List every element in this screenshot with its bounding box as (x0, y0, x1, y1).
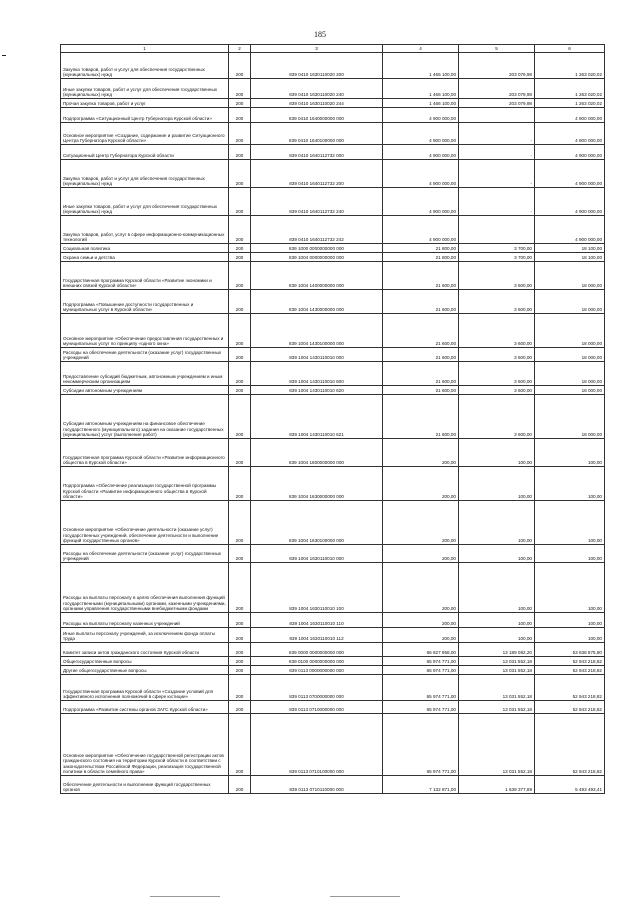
row-value-col4: 200,00 (383, 467, 459, 501)
row-value-col5: - (459, 188, 535, 216)
row-code: 839 1004 1430110010 620 (251, 386, 383, 395)
row-name: Расходы на обеспечение деятельности (оказание услуг) государственных учреждений (61, 545, 229, 563)
row-value-col5: - (459, 145, 535, 160)
row-value-col4: 21 600,00 (383, 348, 459, 362)
footer-rule-left (150, 896, 220, 897)
table-row (61, 290, 605, 314)
row-value-col5: 1 639 377,89 (459, 776, 535, 794)
row-value-col4: 21 800,00 (383, 253, 459, 262)
row-value-col6: 18 000,00 (535, 348, 605, 362)
row-value-col5: 3 600,00 (459, 395, 535, 439)
row-code: 839 0410 1640100000 000 (251, 123, 383, 145)
row-grbs: 200 (229, 467, 251, 501)
row-code: 839 0000 0000000000 000 (251, 643, 383, 657)
table-row (61, 395, 605, 439)
table-row (61, 643, 605, 657)
row-value-col5: 13 031 552,18 (459, 666, 535, 675)
row-value-col4: 4 900 000,00 (383, 108, 459, 123)
header-cell-4: 4 (383, 45, 459, 53)
row-code: 839 1004 1630110010 100 (251, 563, 383, 613)
row-name: Комитет записи актов гражданского состояния Курской области (61, 643, 229, 657)
row-name: Закупка товаров, работ, услуг в сфере информационно-коммуникационных технологий (61, 216, 229, 244)
row-value-col5: 3 600,00 (459, 314, 535, 348)
row-name: Расходы на выплаты персоналу в целях обеспечения выполнения функций государственными (муниципальными) органами, казенными учреждениями, органами управления государственными внебюджетными фондами (61, 563, 229, 613)
footer-rule-right (330, 896, 400, 897)
row-name: Подпрограмма «Обеспечение реализации государственной программы Курской области «Развитие информационного общества в Курской области» (61, 467, 229, 501)
table-row (61, 439, 605, 467)
row-value-col6: 52 943 218,82 (535, 714, 605, 776)
row-name: Подпрограмма «Ситуационный Центр Губернатора Курской области» (61, 108, 229, 123)
row-value-col6: 1 263 020,02 (535, 99, 605, 108)
row-code: 839 1004 1630110010 000 (251, 545, 383, 563)
row-value-col6: 100,00 (535, 467, 605, 501)
row-value-col6: 18 000,00 (535, 262, 605, 290)
header-cell-2: 2 (229, 45, 251, 53)
row-value-col4: 1 466 100,00 (383, 99, 459, 108)
row-grbs: 200 (229, 666, 251, 675)
row-value-col5: 13 031 552,18 (459, 714, 535, 776)
row-value-col5: 3 600,00 (459, 348, 535, 362)
row-value-col6: 4 900 000,00 (535, 123, 605, 145)
row-code: 839 0410 1640000000 000 (251, 108, 383, 123)
row-code: 839 0113 0710100000 000 (251, 714, 383, 776)
row-name: Прочая закупка товаров, работ и услуг (61, 99, 229, 108)
row-grbs: 200 (229, 675, 251, 701)
row-grbs: 200 (229, 701, 251, 714)
row-value-col5: 100,00 (459, 545, 535, 563)
row-value-col4: 200,00 (383, 545, 459, 563)
row-value-col6: 52 943 218,82 (535, 657, 605, 666)
row-code: 839 0410 1630110020 244 (251, 99, 383, 108)
row-value-col6: 1 263 020,02 (535, 79, 605, 99)
row-code: 839 0100 0000000000 000 (251, 657, 383, 666)
row-value-col4: 65 974 771,00 (383, 666, 459, 675)
row-grbs: 200 (229, 160, 251, 188)
row-code: 839 0113 0710110000 000 (251, 776, 383, 794)
row-value-col4: 65 974 771,00 (383, 657, 459, 666)
row-grbs: 200 (229, 244, 251, 253)
budget-table (60, 44, 605, 794)
row-value-col4: 21 600,00 (383, 395, 459, 439)
row-name: Государственная программа Курской области «Развитие информационного общества в Курской области» (61, 439, 229, 467)
margin-mark (2, 55, 6, 56)
header-row (61, 45, 605, 53)
row-value-col4: 4 900 000,00 (383, 160, 459, 188)
row-value-col5: 100,00 (459, 628, 535, 643)
row-grbs: 200 (229, 145, 251, 160)
table-row (61, 188, 605, 216)
table-row (61, 79, 605, 99)
row-code: 839 0113 0710000000 000 (251, 701, 383, 714)
row-code: 839 0410 1640112732 200 (251, 160, 383, 188)
row-name: Обеспечение деятельности и выполнение функций государственных органов (61, 776, 229, 794)
row-value-col4: 21 800,00 (383, 244, 459, 253)
row-name: Субсидии автономным учреждениям на финансовое обеспечение государственного (муниципального) задания на оказание государственных (муниципальных) услуг (выполнение работ) (61, 395, 229, 439)
table-row (61, 666, 605, 675)
table-row (61, 160, 605, 188)
row-value-col5: 203 079,98 (459, 99, 535, 108)
row-value-col4: 65 974 771,00 (383, 701, 459, 714)
row-grbs: 200 (229, 439, 251, 467)
row-value-col4: 200,00 (383, 439, 459, 467)
row-code: 839 0410 1630110020 200 (251, 53, 383, 79)
header-cell-5: 5 (459, 45, 535, 53)
row-name: Иные выплаты персоналу учреждений, за исключением фонда оплаты труда (61, 628, 229, 643)
row-value-col5: 3 600,00 (459, 262, 535, 290)
row-code: 839 1004 0000000000 000 (251, 253, 383, 262)
row-value-col5: 100,00 (459, 563, 535, 613)
row-value-col4: 7 132 871,00 (383, 776, 459, 794)
row-value-col4: 4 900 000,00 (383, 145, 459, 160)
row-value-col6: 100,00 (535, 628, 605, 643)
row-value-col6: 1 263 020,02 (535, 53, 605, 79)
row-grbs: 200 (229, 386, 251, 395)
row-value-col4: 66 827 958,00 (383, 643, 459, 657)
row-code: 839 1004 1630110010 112 (251, 628, 383, 643)
row-value-col5: 203 079,98 (459, 79, 535, 99)
row-value-col4: 4 900 000,00 (383, 123, 459, 145)
row-value-col6: 52 943 218,82 (535, 675, 605, 701)
header-cell-3: 3 (251, 45, 383, 53)
row-name: Общегосударственные вопросы (61, 657, 229, 666)
row-value-col4: 200,00 (383, 613, 459, 628)
header-cell-1: 1 (61, 45, 229, 53)
table-body (61, 53, 605, 794)
row-value-col4: 200,00 (383, 563, 459, 613)
row-code: 839 0410 1640112732 242 (251, 216, 383, 244)
row-value-col4: 21 600,00 (383, 314, 459, 348)
row-grbs: 200 (229, 123, 251, 145)
row-name: Основное мероприятие «Обеспечение предоставления государственных и муниципальных услуг по принципу «одного окна» (61, 314, 229, 348)
row-name: Подпрограмма «Развитие системы органов ЗАГС Курской области» (61, 701, 229, 714)
row-grbs: 200 (229, 216, 251, 244)
table-row (61, 701, 605, 714)
row-value-col5: - (459, 160, 535, 188)
table-row (61, 628, 605, 643)
row-name: Государственная программа Курской области «Развитие экономики и внешних связей Курской области» (61, 262, 229, 290)
row-value-col6: 52 943 218,82 (535, 701, 605, 714)
row-code: 839 1004 1400000000 000 (251, 262, 383, 290)
row-name: Подпрограмма «Повышение доступности государственных и муниципальных услуг в Курской области» (61, 290, 229, 314)
row-name: Закупка товаров, работ и услуг для обеспечения государственных (муниципальных) нужд (61, 160, 229, 188)
row-value-col5 (459, 216, 535, 244)
row-code: 839 1004 1430110010 000 (251, 348, 383, 362)
row-value-col4: 200,00 (383, 628, 459, 643)
header-cell-6: 6 (535, 45, 605, 53)
row-value-col6: 100,00 (535, 545, 605, 563)
row-code: 839 1004 1430110010 621 (251, 395, 383, 439)
row-value-col6: 100,00 (535, 613, 605, 628)
row-value-col4: 1 466 100,00 (383, 79, 459, 99)
row-code: 839 0113 0700000000 000 (251, 675, 383, 701)
row-value-col6: 18 000,00 (535, 386, 605, 395)
row-value-col4: 21 600,00 (383, 262, 459, 290)
row-value-col6: 100,00 (535, 439, 605, 467)
row-value-col6: 5 493 493,41 (535, 776, 605, 794)
row-value-col6: 18 000,00 (535, 362, 605, 386)
row-grbs: 200 (229, 108, 251, 123)
row-value-col6: 100,00 (535, 501, 605, 545)
row-value-col4: 65 974 771,00 (383, 675, 459, 701)
row-grbs: 200 (229, 348, 251, 362)
row-grbs: 200 (229, 628, 251, 643)
table-row (61, 123, 605, 145)
row-value-col6: 18 000,00 (535, 290, 605, 314)
table-row (61, 348, 605, 362)
row-value-col6: 18 100,00 (535, 244, 605, 253)
table-row (61, 657, 605, 666)
row-name: Социальная политика (61, 244, 229, 253)
table-row (61, 675, 605, 701)
row-value-col4: 21 600,00 (383, 362, 459, 386)
table-row (61, 253, 605, 262)
row-grbs: 200 (229, 188, 251, 216)
table-row (61, 545, 605, 563)
table-row (61, 362, 605, 386)
row-value-col4: 4 900 000,00 (383, 216, 459, 244)
row-code: 839 1004 1600000000 000 (251, 439, 383, 467)
row-grbs: 200 (229, 395, 251, 439)
row-grbs: 200 (229, 262, 251, 290)
table-row (61, 99, 605, 108)
row-name: Ситуационный Центр Губернатора Курской области (61, 145, 229, 160)
row-name: Основное мероприятие «Обеспечение государственной регистрации актов гражданского состояния на территории Курской области в соответствии с законодательством Российской Федерации, реализация государственной политики в области семейного права» (61, 714, 229, 776)
row-code: 839 0410 1640112732 240 (251, 188, 383, 216)
row-name: Охрана семьи и детства (61, 253, 229, 262)
row-value-col6: 53 638 875,80 (535, 643, 605, 657)
row-value-col5: 100,00 (459, 439, 535, 467)
row-name: Расходы на выплаты персоналу казенных учреждений (61, 613, 229, 628)
row-code: 839 0410 1640112732 000 (251, 145, 383, 160)
row-value-col6: 4 900 000,00 (535, 108, 605, 123)
row-value-col5: - (459, 123, 535, 145)
row-code: 839 0410 1630110020 240 (251, 79, 383, 99)
row-value-col4: 21 600,00 (383, 386, 459, 395)
table-row (61, 386, 605, 395)
page-number: 185 (314, 30, 326, 39)
row-value-col4: 21 600,00 (383, 290, 459, 314)
row-code: 839 1004 1630000000 000 (251, 467, 383, 501)
row-code: 839 1004 1630110010 110 (251, 613, 383, 628)
table-row (61, 501, 605, 545)
row-value-col5: 203 079,98 (459, 53, 535, 79)
row-grbs: 200 (229, 501, 251, 545)
table-row (61, 776, 605, 794)
row-value-col6: 4 900 000,00 (535, 160, 605, 188)
table-row (61, 714, 605, 776)
row-name: Расходы на обеспечение деятельности (оказание услуг) государственных учреждений (61, 348, 229, 362)
table-row (61, 613, 605, 628)
row-value-col5: 3 600,00 (459, 290, 535, 314)
row-code: 839 1004 1430000000 000 (251, 290, 383, 314)
row-value-col6: 100,00 (535, 563, 605, 613)
row-value-col5: 100,00 (459, 501, 535, 545)
row-name: Иные закупки товаров, работ и услуг для обеспечения государственных (муниципальных) нужд (61, 188, 229, 216)
row-grbs: 200 (229, 99, 251, 108)
row-value-col4: 1 466 100,00 (383, 53, 459, 79)
row-grbs: 200 (229, 643, 251, 657)
row-value-col5: 100,00 (459, 613, 535, 628)
table-row (61, 244, 605, 253)
row-value-col6: 18 000,00 (535, 395, 605, 439)
table-row (61, 53, 605, 79)
row-value-col4: 200,00 (383, 501, 459, 545)
row-name: Государственная программа Курской области «Создание условий для эффективного исполнения полномочий в сфере юстиции» (61, 675, 229, 701)
table-row (61, 145, 605, 160)
row-value-col5: 13 031 552,18 (459, 675, 535, 701)
row-grbs: 200 (229, 253, 251, 262)
row-grbs: 200 (229, 657, 251, 666)
row-name: Основное мероприятие «Создание, содержание и развитие Ситуационного Центра Губернатора Курской области» (61, 123, 229, 145)
row-grbs: 200 (229, 714, 251, 776)
row-value-col6: 4 900 000,00 (535, 145, 605, 160)
row-value-col6: 4 900 000,00 (535, 188, 605, 216)
row-value-col4: 65 974 771,00 (383, 714, 459, 776)
table-row (61, 216, 605, 244)
row-value-col5: 13 031 552,18 (459, 701, 535, 714)
row-grbs: 200 (229, 613, 251, 628)
row-code: 839 1004 1430100000 000 (251, 314, 383, 348)
table-row (61, 467, 605, 501)
row-name: Другие общегосударственные вопросы (61, 666, 229, 675)
row-grbs: 200 (229, 545, 251, 563)
row-grbs: 200 (229, 53, 251, 79)
row-value-col5 (459, 108, 535, 123)
row-value-col5: 100,00 (459, 467, 535, 501)
row-value-col5: 13 189 082,20 (459, 643, 535, 657)
row-grbs: 200 (229, 314, 251, 348)
table-row (61, 108, 605, 123)
row-code: 839 1004 1630100000 000 (251, 501, 383, 545)
row-value-col5: 3 700,00 (459, 244, 535, 253)
row-value-col5: 13 031 552,18 (459, 657, 535, 666)
table-row (61, 262, 605, 290)
row-name: Субсидии автономным учреждениям (61, 386, 229, 395)
row-grbs: 200 (229, 776, 251, 794)
row-grbs: 200 (229, 563, 251, 613)
row-value-col5: 3 700,00 (459, 253, 535, 262)
row-grbs: 200 (229, 290, 251, 314)
row-code: 839 1000 0000000000 000 (251, 244, 383, 253)
row-grbs: 200 (229, 362, 251, 386)
row-value-col6: 52 943 218,82 (535, 666, 605, 675)
row-value-col5: 3 600,00 (459, 386, 535, 395)
row-value-col5: 3 600,00 (459, 362, 535, 386)
row-value-col6: 18 000,00 (535, 314, 605, 348)
row-grbs: 200 (229, 79, 251, 99)
row-value-col4: 4 900 000,00 (383, 188, 459, 216)
row-name: Основное мероприятие «Обеспечение деятельности (оказание услуг) государственных учреждений, обеспечение деятельности и выполнение функций государственных органов» (61, 501, 229, 545)
row-value-col6: 18 100,00 (535, 253, 605, 262)
table-row (61, 314, 605, 348)
row-name: Иные закупки товаров, работ и услуг для обеспечения государственных (муниципальных) нужд (61, 79, 229, 99)
row-name: Закупка товаров, работ и услуг для обеспечения государственных (муниципальных) нужд (61, 53, 229, 79)
row-name: Предоставление субсидий бюджетным, автономным учреждениям и иным некоммерческим организациям (61, 362, 229, 386)
row-code: 839 0113 0000000000 000 (251, 666, 383, 675)
row-value-col6: 4 900 000,00 (535, 216, 605, 244)
row-code: 839 1004 1430110010 600 (251, 362, 383, 386)
table-row (61, 563, 605, 613)
